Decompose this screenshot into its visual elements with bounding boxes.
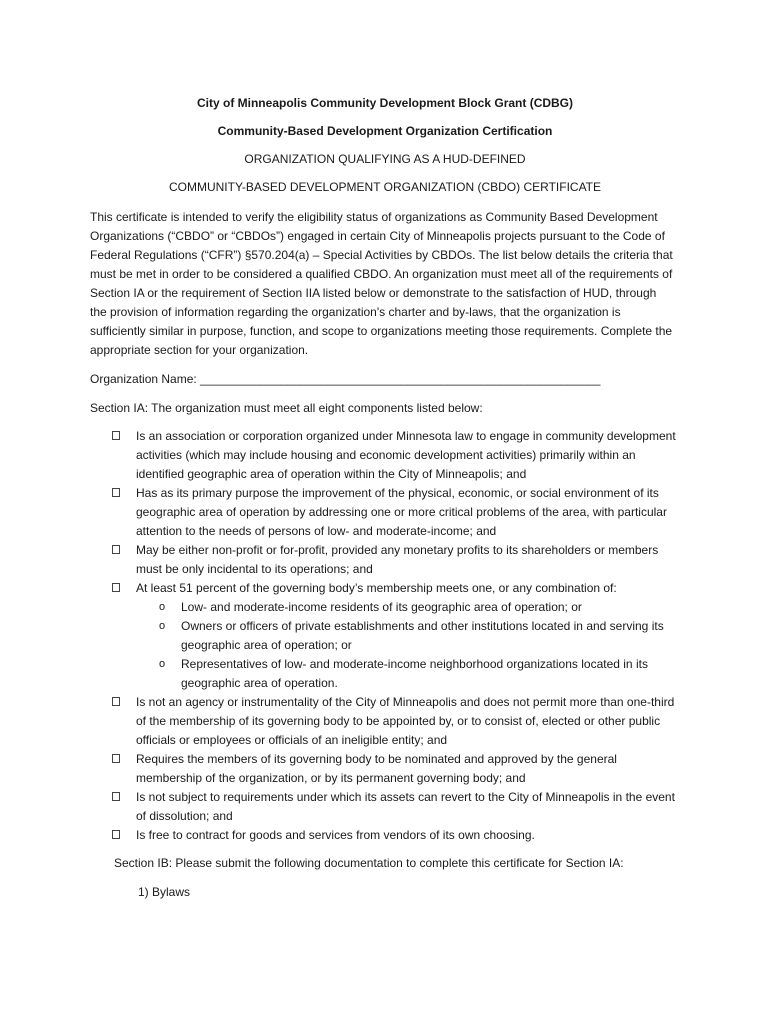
checklist-item	[90, 826, 680, 845]
checklist-item	[90, 693, 680, 750]
circle-bullet-icon: o	[159, 658, 166, 670]
checklist-item	[90, 541, 680, 579]
checkbox-icon[interactable]	[112, 431, 120, 440]
governing-body-sublist	[136, 598, 680, 693]
sublist-item-text: Low- and moderate-income residents of its geographic area of operation; or	[181, 600, 582, 614]
checklist-item-text: Is not subject to requirements under which its assets can revert to the City of Minneapolis in the event of dissolution; and	[136, 790, 675, 823]
checklist-item-text: Is free to contract for goods and services from vendors of its own choosing.	[136, 828, 535, 842]
document-subtitle: Community-Based Development Organization Certification	[217, 124, 553, 138]
checklist-item	[90, 788, 680, 826]
section-ia-checklist	[90, 427, 680, 845]
checklist-item	[90, 427, 680, 484]
sublist-item	[136, 598, 680, 617]
checklist-item-text: Requires the members of its governing body to be nominated and approved by the general membership of the organization, or by its permanent governing body; and	[136, 752, 617, 785]
checkbox-icon[interactable]	[112, 697, 120, 706]
checkbox-icon[interactable]	[112, 583, 120, 592]
checkbox-icon[interactable]	[112, 754, 120, 763]
checklist-item-text: Is an association or corporation organized under Minnesota law to engage in community development activities (which may include housing and economic development activities) primarily within an identified geographic area of operation within the City of Minneapolis; and	[136, 429, 676, 481]
checklist-item	[90, 579, 680, 693]
checklist-item-text: At least 51 percent of the governing body’s membership meets one, or any combination of:	[136, 581, 617, 595]
checkbox-icon[interactable]	[112, 488, 120, 497]
checklist-item-text: Has as its primary purpose the improvement of the physical, economic, or social environment of its geographic area of operation by addressing one or more critical problems of the area, with particular attention to the needs of persons of low- and moderate-income; and	[136, 486, 667, 538]
checklist-item-text: Is not an agency or instrumentality of the City of Minneapolis and does not permit more than one-third of the membership of its governing body to be appointed by, or to consist of, elected or other public officials or employees or officials of an ineligible entity; and	[136, 695, 675, 747]
documentation-item-bylaws: 1) Bylaws	[138, 885, 191, 899]
checkbox-icon[interactable]	[112, 792, 120, 801]
section-ia-heading: Section IA: The organization must meet all eight components listed below:	[90, 401, 483, 415]
circle-bullet-icon: o	[159, 601, 166, 613]
certificate-heading-line2: COMMUNITY-BASED DEVELOPMENT ORGANIZATION (CBDO) CERTIFICATE	[168, 180, 602, 194]
organization-name-field[interactable]: Organization Name: ____________________________________________________________	[90, 372, 601, 386]
checkbox-icon[interactable]	[112, 830, 120, 839]
document-title: City of Minneapolis Community Development Block Grant (CDBG)	[196, 96, 574, 110]
sublist-item-text: Owners or officers of private establishments and other institutions located in and serving its geographic area of operation; or	[181, 619, 664, 652]
checklist-item	[90, 484, 680, 541]
sublist-item	[136, 617, 680, 655]
checklist-item	[90, 750, 680, 788]
certificate-heading-line1: ORGANIZATION QUALIFYING AS A HUD-DEFINED	[244, 152, 526, 166]
sublist-item-text: Representatives of low- and moderate-income neighborhood organizations located in its geographic area of operation.	[181, 657, 648, 690]
intro-paragraph: This certificate is intended to verify the eligibility status of organizations as Community Based Development Organizations (“CBDO” or “CBDOs”) engaged in certain City of Minneapolis projects pursuant to the Code of Federal Regulations (“CFR”) §570.204(a) – Special Activities by CBDOs. The list below details the criteria that must be met in order to be considered a qualified CBDO. An organization must meet all of the requirements of Section IA or the requirement of Section IIA listed below or demonstrate to the satisfaction of HUD, through the provision of information regarding the organization's charter and by-laws, that the organization is sufficiently similar in purpose, function, and scope to organizations meeting those requirements. Complete the appropriate section for your organization.	[90, 210, 673, 357]
circle-bullet-icon: o	[159, 620, 166, 632]
sublist-item	[136, 655, 680, 693]
checklist-item-text: May be either non-profit or for-profit, provided any monetary profits to its shareholders or members must be only incidental to its operations; and	[136, 543, 659, 576]
section-ib-heading: Section IB: Please submit the following documentation to complete this certificate for Section IA:	[114, 856, 624, 870]
checkbox-icon[interactable]	[112, 545, 120, 554]
